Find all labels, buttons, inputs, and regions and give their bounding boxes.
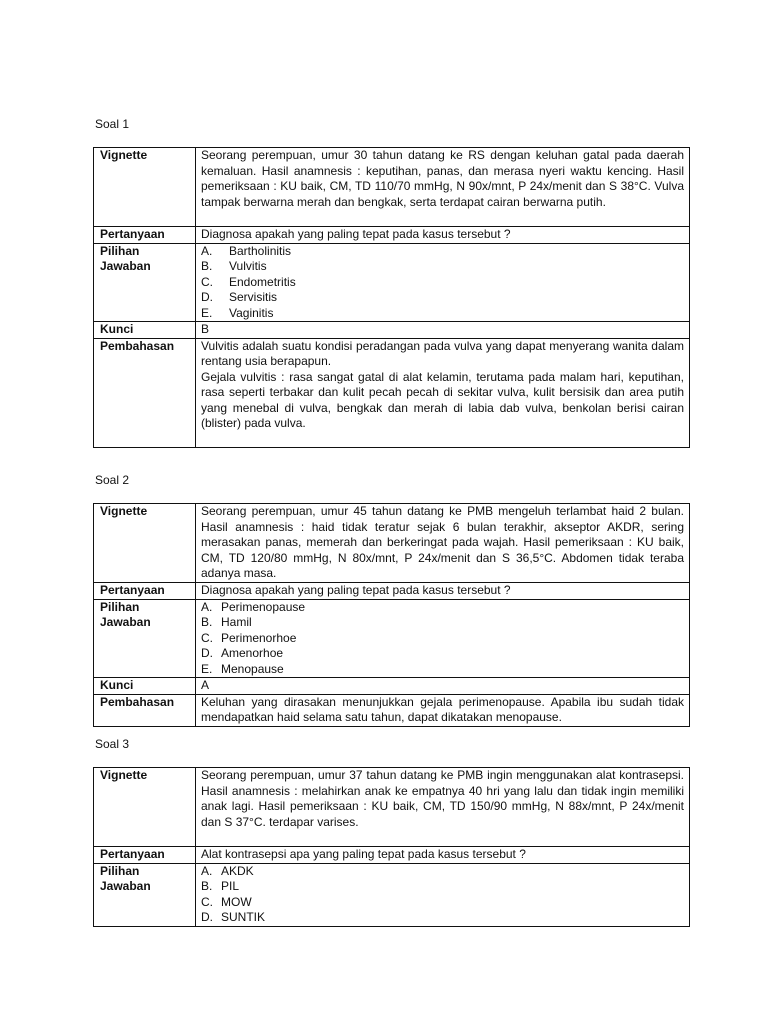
pertanyaan-row bbox=[94, 227, 690, 244]
pilihan-label bbox=[94, 599, 196, 678]
vignette-row bbox=[94, 768, 690, 847]
options-list bbox=[196, 243, 690, 322]
pertanyaan-text: Diagnosa apakah yang paling tepat pada kasus tersebut ? bbox=[196, 227, 690, 244]
pertanyaan-text: Diagnosa apakah yang paling tepat pada kasus tersebut ? bbox=[196, 583, 690, 600]
pertanyaan-label: Pertanyaan bbox=[94, 583, 196, 600]
pembahasan-label: Pembahasan bbox=[94, 694, 196, 726]
option-e: E. Menopause bbox=[201, 661, 284, 676]
pembahasan-row bbox=[94, 338, 690, 447]
pertanyaan-text: Alat kontrasepsi apa yang paling tepat pada kasus tersebut ? bbox=[196, 847, 690, 864]
vignette-label: Vignette bbox=[94, 768, 196, 847]
pilihan-row bbox=[94, 599, 690, 678]
option-e: E. Vaginitis bbox=[201, 305, 274, 320]
pembahasan-text bbox=[196, 338, 690, 447]
vignette-text: Seorang perempuan, umur 45 tahun datang ke PMB mengeluh terlambat haid 2 bulan. Hasil anamnesis : haid tidak teratur sejak 6 bulan terakhir, akseptor AKDR, sering merasakan panas, memerah dan berkeringat pada wajah. Hasil pemeriksaan : KU baik, CM, TD 120/80 mmHg, N 80x/mnt, P 24x/menit dan S 36,5°C. Abdomen tidak teraba adanya masa. bbox=[196, 504, 690, 583]
vignette-text: Seorang perempuan, umur 37 tahun datang ke PMB ingin menggunakan alat kontrasepsi. Hasil anamnesis : melahirkan anak ke empatnya 40 hri yang lalu dan tidak ingin memiliki anak lagi. Hasil pemeriksaan : KU baik, CM, TD 150/90 mmHg, N 88x/mnt, P 24x/menit dan S 37°C. terdapar varises. bbox=[196, 768, 690, 847]
kunci-value: B bbox=[196, 322, 690, 339]
option-d: D. Amenorhoe bbox=[201, 646, 284, 660]
pilihan-label bbox=[94, 243, 196, 322]
pilihan-label-line1: Pilihan bbox=[100, 599, 140, 614]
option-d: D. SUNTIK bbox=[201, 910, 266, 924]
pertanyaan-label: Pertanyaan bbox=[94, 227, 196, 244]
pilihan-row bbox=[94, 243, 690, 322]
pembahasan-label: Pembahasan bbox=[94, 338, 196, 447]
soal-1-title: Soal 1 bbox=[95, 117, 130, 131]
soal-1-table bbox=[93, 147, 690, 448]
soal-3-table bbox=[93, 767, 690, 927]
pilihan-label-line1: Pilihan bbox=[100, 243, 140, 258]
option-b: B. Hamil bbox=[201, 615, 252, 629]
option-d: D. Servisitis bbox=[201, 290, 278, 304]
pembahasan-row bbox=[94, 694, 690, 726]
option-b: B. Vulvitis bbox=[201, 259, 267, 273]
pilihan-label-line1: Pilihan bbox=[100, 863, 140, 878]
option-c: C. Endometritis bbox=[201, 274, 296, 289]
soal-3-title: Soal 3 bbox=[95, 737, 130, 751]
kunci-label: Kunci bbox=[94, 678, 196, 695]
kunci-value: A bbox=[196, 678, 690, 695]
pilihan-label bbox=[94, 863, 196, 926]
vignette-row bbox=[94, 148, 690, 227]
pertanyaan-row bbox=[94, 847, 690, 864]
options-list bbox=[196, 599, 690, 678]
pilihan-label-line2: Jawaban bbox=[100, 259, 151, 273]
vignette-text: Seorang perempuan, umur 30 tahun datang ke RS dengan keluhan gatal pada daerah kemaluan. Hasil anamnesis : keputihan, panas, dan merasa nyeri waktu kencing. Hasil pemeriksaan : KU baik, CM, TD 110/70 mmHg, N 90x/mnt, P 24x/menit dan S 38°C. Vulva tampak berwarna merah dan bengkak, serta terdapat cairan berwarna putih. bbox=[196, 148, 690, 227]
vignette-label: Vignette bbox=[94, 148, 196, 227]
soal-2-table bbox=[93, 503, 690, 727]
pertanyaan-row bbox=[94, 583, 690, 600]
kunci-row bbox=[94, 678, 690, 695]
soal-2-title: Soal 2 bbox=[95, 473, 130, 487]
option-a: A. AKDK bbox=[201, 863, 254, 878]
option-a: A. Perimenopause bbox=[201, 599, 306, 614]
kunci-label: Kunci bbox=[94, 322, 196, 339]
pilihan-label-line2: Jawaban bbox=[100, 879, 151, 893]
pembahasan-paragraph: Vulvitis adalah suatu kondisi peradangan pada vulva yang dapat menyerang wanita dalam rentang usia berapapun. bbox=[201, 338, 684, 368]
pilihan-row bbox=[94, 863, 690, 926]
pembahasan-paragraph: Gejala vulvitis : rasa sangat gatal di alat kelamin, terutama pada malam hari, keputihan, rasa seperti terbakar dan kulit pecah pecah di sekitar vulva, kulit bersisik dan area putih yang menebal di vulva, bengkak dan merah di labia dab vulva, benkolan berisi cairan (blister) pada vulva. bbox=[201, 369, 684, 430]
options-list bbox=[196, 863, 690, 926]
pertanyaan-label: Pertanyaan bbox=[94, 847, 196, 864]
pilihan-label-line2: Jawaban bbox=[100, 615, 151, 629]
vignette-label: Vignette bbox=[94, 504, 196, 583]
option-a: A. Bartholinitis bbox=[201, 243, 292, 258]
option-b: B. PIL bbox=[201, 879, 240, 893]
pembahasan-text: Keluhan yang dirasakan menunjukkan gejala perimenopause. Apabila ibu sudah tidak mendapatkan haid selama satu tahun, dapat dikatakan menopause. bbox=[196, 694, 690, 726]
option-c: C. Perimenorhoe bbox=[201, 630, 297, 645]
option-c: C. MOW bbox=[201, 894, 252, 909]
vignette-row bbox=[94, 504, 690, 583]
kunci-row bbox=[94, 322, 690, 339]
